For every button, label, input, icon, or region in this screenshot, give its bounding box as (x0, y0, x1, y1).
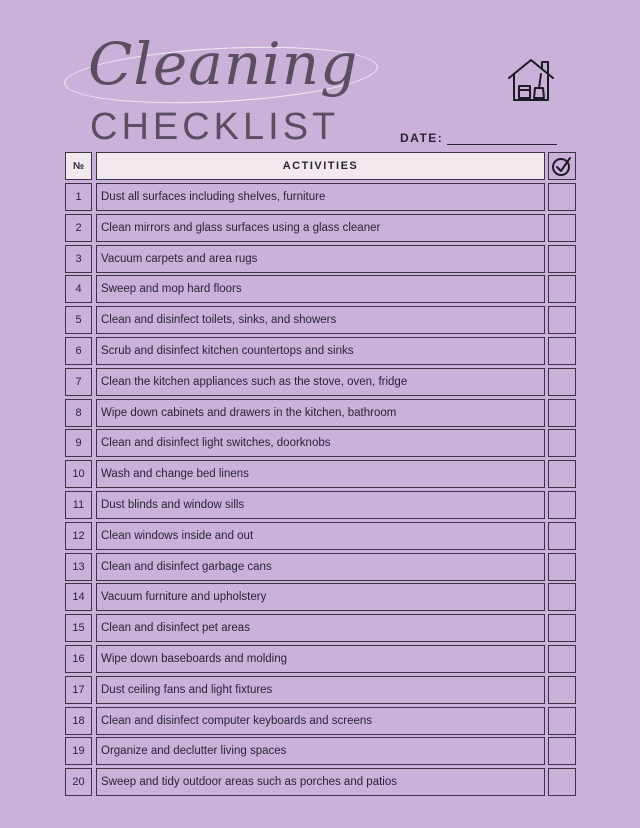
row-number: 4 (65, 275, 92, 303)
checkbox[interactable] (548, 707, 576, 735)
activity-text: Scrub and disinfect kitchen countertops and sinks (96, 337, 545, 365)
check-circle-icon (551, 155, 573, 177)
activity-text: Clean windows inside and out (96, 522, 545, 550)
table-row (65, 707, 576, 735)
activity-text: Clean and disinfect light switches, doorknobs (96, 429, 545, 457)
checkbox[interactable] (548, 522, 576, 550)
row-number: 14 (65, 583, 92, 611)
table-row (65, 553, 576, 581)
checkbox[interactable] (548, 245, 576, 273)
table-row (65, 614, 576, 642)
house-cleaning-icon (506, 56, 556, 104)
table-row (65, 399, 576, 427)
activity-text: Dust all surfaces including shelves, furniture (96, 183, 545, 211)
activity-text: Wipe down cabinets and drawers in the kitchen, bathroom (96, 399, 545, 427)
row-number: 16 (65, 645, 92, 673)
checkbox[interactable] (548, 645, 576, 673)
date-label: DATE: (400, 131, 444, 145)
row-number: 8 (65, 399, 92, 427)
checkbox[interactable] (548, 429, 576, 457)
activity-text: Wipe down baseboards and molding (96, 645, 545, 673)
table-row (65, 337, 576, 365)
row-number: 18 (65, 707, 92, 735)
row-number: 13 (65, 553, 92, 581)
table-row (65, 676, 576, 704)
row-number: 7 (65, 368, 92, 396)
checkbox[interactable] (548, 275, 576, 303)
checkbox[interactable] (548, 368, 576, 396)
checkbox[interactable] (548, 306, 576, 334)
table-row (65, 275, 576, 303)
checkbox[interactable] (548, 460, 576, 488)
table-row (65, 491, 576, 519)
table-row (65, 214, 576, 242)
activities-column-header: ACTIVITIES (96, 152, 545, 180)
activity-text: Clean the kitchen appliances such as the stove, oven, fridge (96, 368, 545, 396)
row-number: 10 (65, 460, 92, 488)
row-number: 3 (65, 245, 92, 273)
activity-text: Vacuum furniture and upholstery (96, 583, 545, 611)
check-column-header (548, 152, 576, 180)
table-row (65, 429, 576, 457)
table-row (65, 306, 576, 334)
activity-text: Vacuum carpets and area rugs (96, 245, 545, 273)
table-row (65, 368, 576, 396)
number-column-header: № (65, 152, 92, 180)
activity-text: Sweep and tidy outdoor areas such as porches and patios (96, 768, 545, 796)
checkbox[interactable] (548, 614, 576, 642)
table-row (65, 460, 576, 488)
row-number: 1 (65, 183, 92, 211)
table-row (65, 768, 576, 796)
table-row (65, 583, 576, 611)
checkbox[interactable] (548, 676, 576, 704)
row-number: 5 (65, 306, 92, 334)
checkbox[interactable] (548, 491, 576, 519)
activity-text: Clean and disinfect computer keyboards and screens (96, 707, 545, 735)
table-row (65, 737, 576, 765)
table-row (65, 645, 576, 673)
row-number: 12 (65, 522, 92, 550)
activity-text: Wash and change bed linens (96, 460, 545, 488)
activity-text: Clean and disinfect pet areas (96, 614, 545, 642)
checkbox[interactable] (548, 553, 576, 581)
table-row (65, 183, 576, 211)
checkbox[interactable] (548, 399, 576, 427)
row-number: 9 (65, 429, 92, 457)
row-number: 17 (65, 676, 92, 704)
activity-text: Clean and disinfect toilets, sinks, and showers (96, 306, 545, 334)
table-row (65, 522, 576, 550)
date-input-line[interactable] (447, 133, 557, 145)
table-header-row (65, 152, 576, 180)
activity-text: Dust ceiling fans and light fixtures (96, 676, 545, 704)
checkbox[interactable] (548, 768, 576, 796)
checkbox[interactable] (548, 214, 576, 242)
row-number: 19 (65, 737, 92, 765)
checkbox[interactable] (548, 737, 576, 765)
row-number: 11 (65, 491, 92, 519)
table-row (65, 245, 576, 273)
row-number: 6 (65, 337, 92, 365)
page-title: CHECKLIST (90, 106, 340, 148)
activity-text: Clean and disinfect garbage cans (96, 553, 545, 581)
row-number: 2 (65, 214, 92, 242)
date-field[interactable] (400, 131, 557, 145)
row-number: 15 (65, 614, 92, 642)
checkbox[interactable] (548, 337, 576, 365)
row-number: 20 (65, 768, 92, 796)
activity-text: Organize and declutter living spaces (96, 737, 545, 765)
checkbox[interactable] (548, 183, 576, 211)
checkbox[interactable] (548, 583, 576, 611)
activity-text: Sweep and mop hard floors (96, 275, 545, 303)
activity-text: Dust blinds and window sills (96, 491, 545, 519)
activity-text: Clean mirrors and glass surfaces using a glass cleaner (96, 214, 545, 242)
title-script: Cleaning (88, 30, 359, 98)
